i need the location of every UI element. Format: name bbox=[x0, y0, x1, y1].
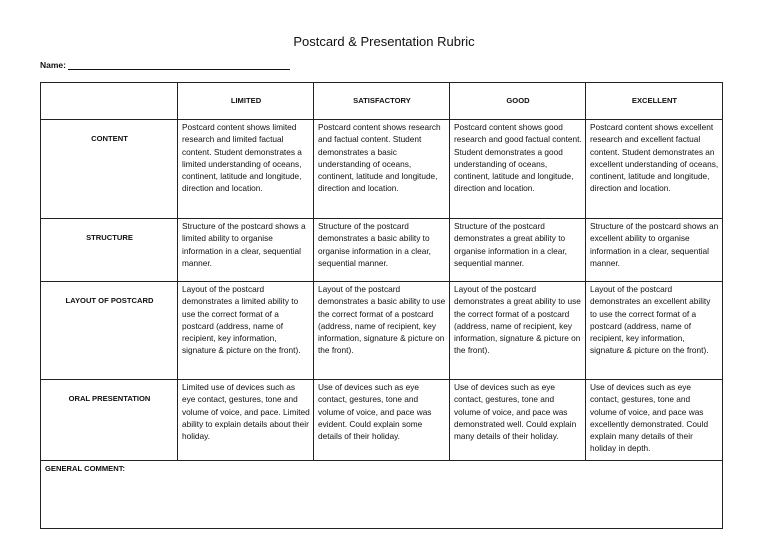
rubric-cell: Structure of the postcard shows a limited ability to organise information in a clear, sequential manner. bbox=[178, 219, 314, 282]
header-cell-limited: LIMITED bbox=[178, 83, 314, 120]
criterion-label: ORAL PRESENTATION bbox=[68, 394, 151, 403]
rubric-cell: Structure of the postcard demonstrates a great ability to organise information in a clear, sequential manner. bbox=[450, 219, 586, 282]
rubric-cell: Structure of the postcard shows an excellent ability to organise information in a clear, sequential manner. bbox=[586, 219, 723, 282]
page-title: Postcard & Presentation Rubric bbox=[293, 34, 475, 49]
rubric-cell: Layout of the postcard demonstrates a great ability to use the correct format of a postcard (address, name of recipient, key information, signature & picture on the front). bbox=[450, 282, 586, 380]
rubric-cell: Limited use of devices such as eye contact, gestures, tone and volume of voice, and pace. Limited ability to explain details about their holiday. bbox=[178, 380, 314, 461]
rubric-cell: Structure of the postcard demonstrates a basic ability to organise information in a clear, sequential manner. bbox=[314, 219, 450, 282]
header-cell-good: GOOD bbox=[450, 83, 586, 120]
general-comment-row bbox=[41, 461, 723, 529]
header-row bbox=[41, 83, 723, 120]
criterion-label: CONTENT bbox=[91, 134, 128, 143]
criterion-label: LAYOUT OF POSTCARD bbox=[65, 296, 154, 305]
general-comment-label: GENERAL COMMENT: bbox=[41, 461, 723, 529]
rubric-table bbox=[40, 82, 723, 529]
name-blank-line bbox=[68, 60, 290, 70]
rubric-cell: Layout of the postcard demonstrates a basic ability to use the correct format of a postcard (address, name of recipient, key information, signature & picture on the front). bbox=[314, 282, 450, 380]
rubric-cell: Layout of the postcard demonstrates a limited ability to use the correct format of a postcard (address, name of recipient, key information, signature & picture on the front). bbox=[178, 282, 314, 380]
rubric-cell: Use of devices such as eye contact, gestures, tone and volume of voice, and pace was demonstrated well. Could explain many details of their holiday. bbox=[450, 380, 586, 461]
rubric-cell: Use of devices such as eye contact, gestures, tone and volume of voice, and pace was excellently demonstrated. Could explain many details of their holiday in depth. bbox=[586, 380, 723, 461]
rubric-cell: Layout of the postcard demonstrates an excellent ability to use the correct format of a postcard (address, name of recipient, key information, signature & picture on the front). bbox=[586, 282, 723, 380]
table-row bbox=[41, 282, 723, 380]
rubric-cell: Use of devices such as eye contact, gestures, tone and volume of voice, and pace was evident. Could explain some details of their holiday. bbox=[314, 380, 450, 461]
rubric-cell: Postcard content shows research and factual content. Student demonstrates a basic understanding of oceans, continent, latitude and longitude, direction and location. bbox=[314, 120, 450, 219]
rubric-cell: Postcard content shows limited research and limited factual content. Student demonstrates a limited understanding of oceans, continent, latitude and longitude, direction and location. bbox=[178, 120, 314, 219]
criterion-cell bbox=[41, 219, 178, 282]
criterion-cell bbox=[41, 282, 178, 380]
rubric-cell: Postcard content shows good research and good factual content. Student demonstrates a good understanding of oceans, continent, latitude and longitude, direction and location. bbox=[450, 120, 586, 219]
table-row bbox=[41, 219, 723, 282]
rubric-cell: Postcard content shows excellent research and excellent factual content. Student demonstrates an excellent understanding of oceans, continent, latitude and longitude, direction and location. bbox=[586, 120, 723, 219]
header-cell-satisfactory: SATISFACTORY bbox=[314, 83, 450, 120]
header-cell-empty bbox=[41, 83, 178, 120]
header-cell-excellent: EXCELLENT bbox=[586, 83, 723, 120]
criterion-label: STRUCTURE bbox=[86, 233, 133, 242]
criterion-cell bbox=[41, 380, 178, 461]
criterion-cell bbox=[41, 120, 178, 219]
table-row bbox=[41, 120, 723, 219]
name-label: Name: bbox=[40, 60, 66, 70]
name-field bbox=[40, 60, 290, 70]
table-row bbox=[41, 380, 723, 461]
